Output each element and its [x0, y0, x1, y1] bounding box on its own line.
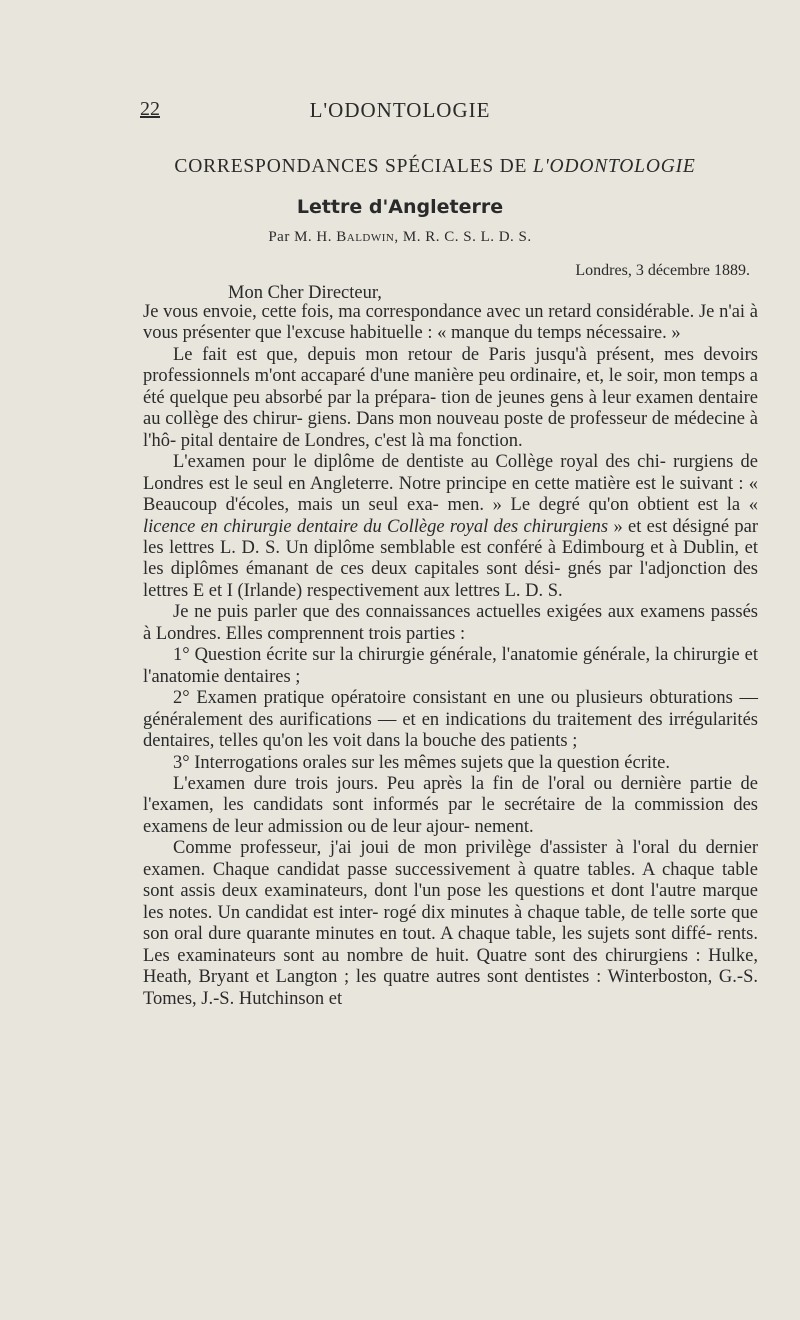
paragraph-9: Comme professeur, j'ai joui de mon privilège d'assister à l'oral du dernier examen. Chaque candidat passe successivement à quatre tables. A chaque table sont assis deux examinateurs, dont l'un pose les questions et dont l'autre marque les notes. Un candidat est inter- rogé dix minutes à chaque table, de telle sorte que son oral dure quarante minutes en tout. A chaque table, les sujets sont diffé- rents. Les examinateurs sont au nombre de huit. Quatre sont des chirurgiens : Hulke, Heath, Bryant et Langton ; les quatre autres sont dentistes : Winterboston, G.-S. Tomes, J.-S. Hutchinson et [143, 838, 758, 1009]
letter-title: Lettre d'Angleterre [296, 196, 504, 218]
paragraph-8: L'examen dure trois jours. Peu après la fin de l'oral ou dernière partie de l'examen, les candidats sont informés par le secrétaire de la commission des examens de leur admission ou de leur ajour- nement. [143, 773, 758, 837]
paragraph-3 [143, 452, 758, 602]
page-header [0, 98, 800, 128]
section-title-prefix: CORRESPONDANCES SPÉCIALES DE [174, 156, 533, 177]
paragraph-3-part-a: L'examen pour le diplôme de dentiste au Collège royal des chi- rurgiens de Londres est le seul en Angleterre. Notre principe en cette matière est le suivant : « Beaucoup d'écoles, mais un seul exa- men. » Le degré qu'on obtient est la « [143, 452, 758, 516]
byline-prefix: Par M. H. [268, 229, 337, 245]
page-number: 22 [140, 98, 160, 120]
byline [0, 229, 800, 246]
paragraph-1: Je vous envoie, cette fois, ma correspondance avec un retard considérable. Je n'ai à vous présenter que l'excuse habituelle : « manque du temps nécessaire. » [143, 302, 758, 344]
paragraph-4: Je ne puis parler que des connaissances actuelles exigées aux examens passés à Londres. Elles comprennent trois parties : [143, 602, 758, 644]
salutation: Mon Cher Directeur, [228, 283, 382, 303]
byline-author: Baldwin [336, 229, 395, 245]
paragraph-6: 2° Examen pratique opératoire consistant en une ou plusieurs obturations — généralement des aurifications — et en indications du traitement des irrégularités dentaires, telles qu'on les voit dans la bouche des patients ; [143, 688, 758, 752]
paragraph-5: 1° Question écrite sur la chirurgie générale, l'anatomie générale, la chirurgie et l'anatomie dentaires ; [143, 645, 758, 687]
byline-suffix: , M. R. C. S. L. D. S. [394, 229, 532, 245]
paragraph-3-italic: licence en chirurgie dentaire du Collège royal des chirurgiens [143, 516, 609, 537]
running-title: L'ODONTOLOGIE [309, 98, 491, 122]
dateline: Londres, 3 décembre 1889. [575, 262, 750, 279]
paragraph-2: Le fait est que, depuis mon retour de Paris jusqu'à présent, mes devoirs professionnels m'ont accaparé d'une manière peu ordinaire, et, le soir, mon temps a été quelque peu absorbé par la prépara- tion de jeunes gens à leur examen dentaire au collège des chirur- giens. Dans mon nouveau poste de professeur de médecine à l'hô- pital dentaire de Londres, c'est là ma fonction. [143, 344, 758, 451]
letter-body [143, 302, 758, 1010]
section-title [110, 156, 760, 178]
paragraph-7: 3° Interrogations orales sur les mêmes sujets que la question écrite. [173, 752, 670, 773]
paragraph-3-part-b: » et est désigné par les lettres L. D. S. Un diplôme semblable est conféré à Edimbourg et à Dublin, et les diplômes émanant de ces deux capitales sont dési- gnés par l'adjonction des lettres E et I (Irlande) respectivement aux lettres L. D. S. [143, 516, 758, 601]
section-title-journal: L'ODONTOLOGIE [532, 156, 696, 177]
